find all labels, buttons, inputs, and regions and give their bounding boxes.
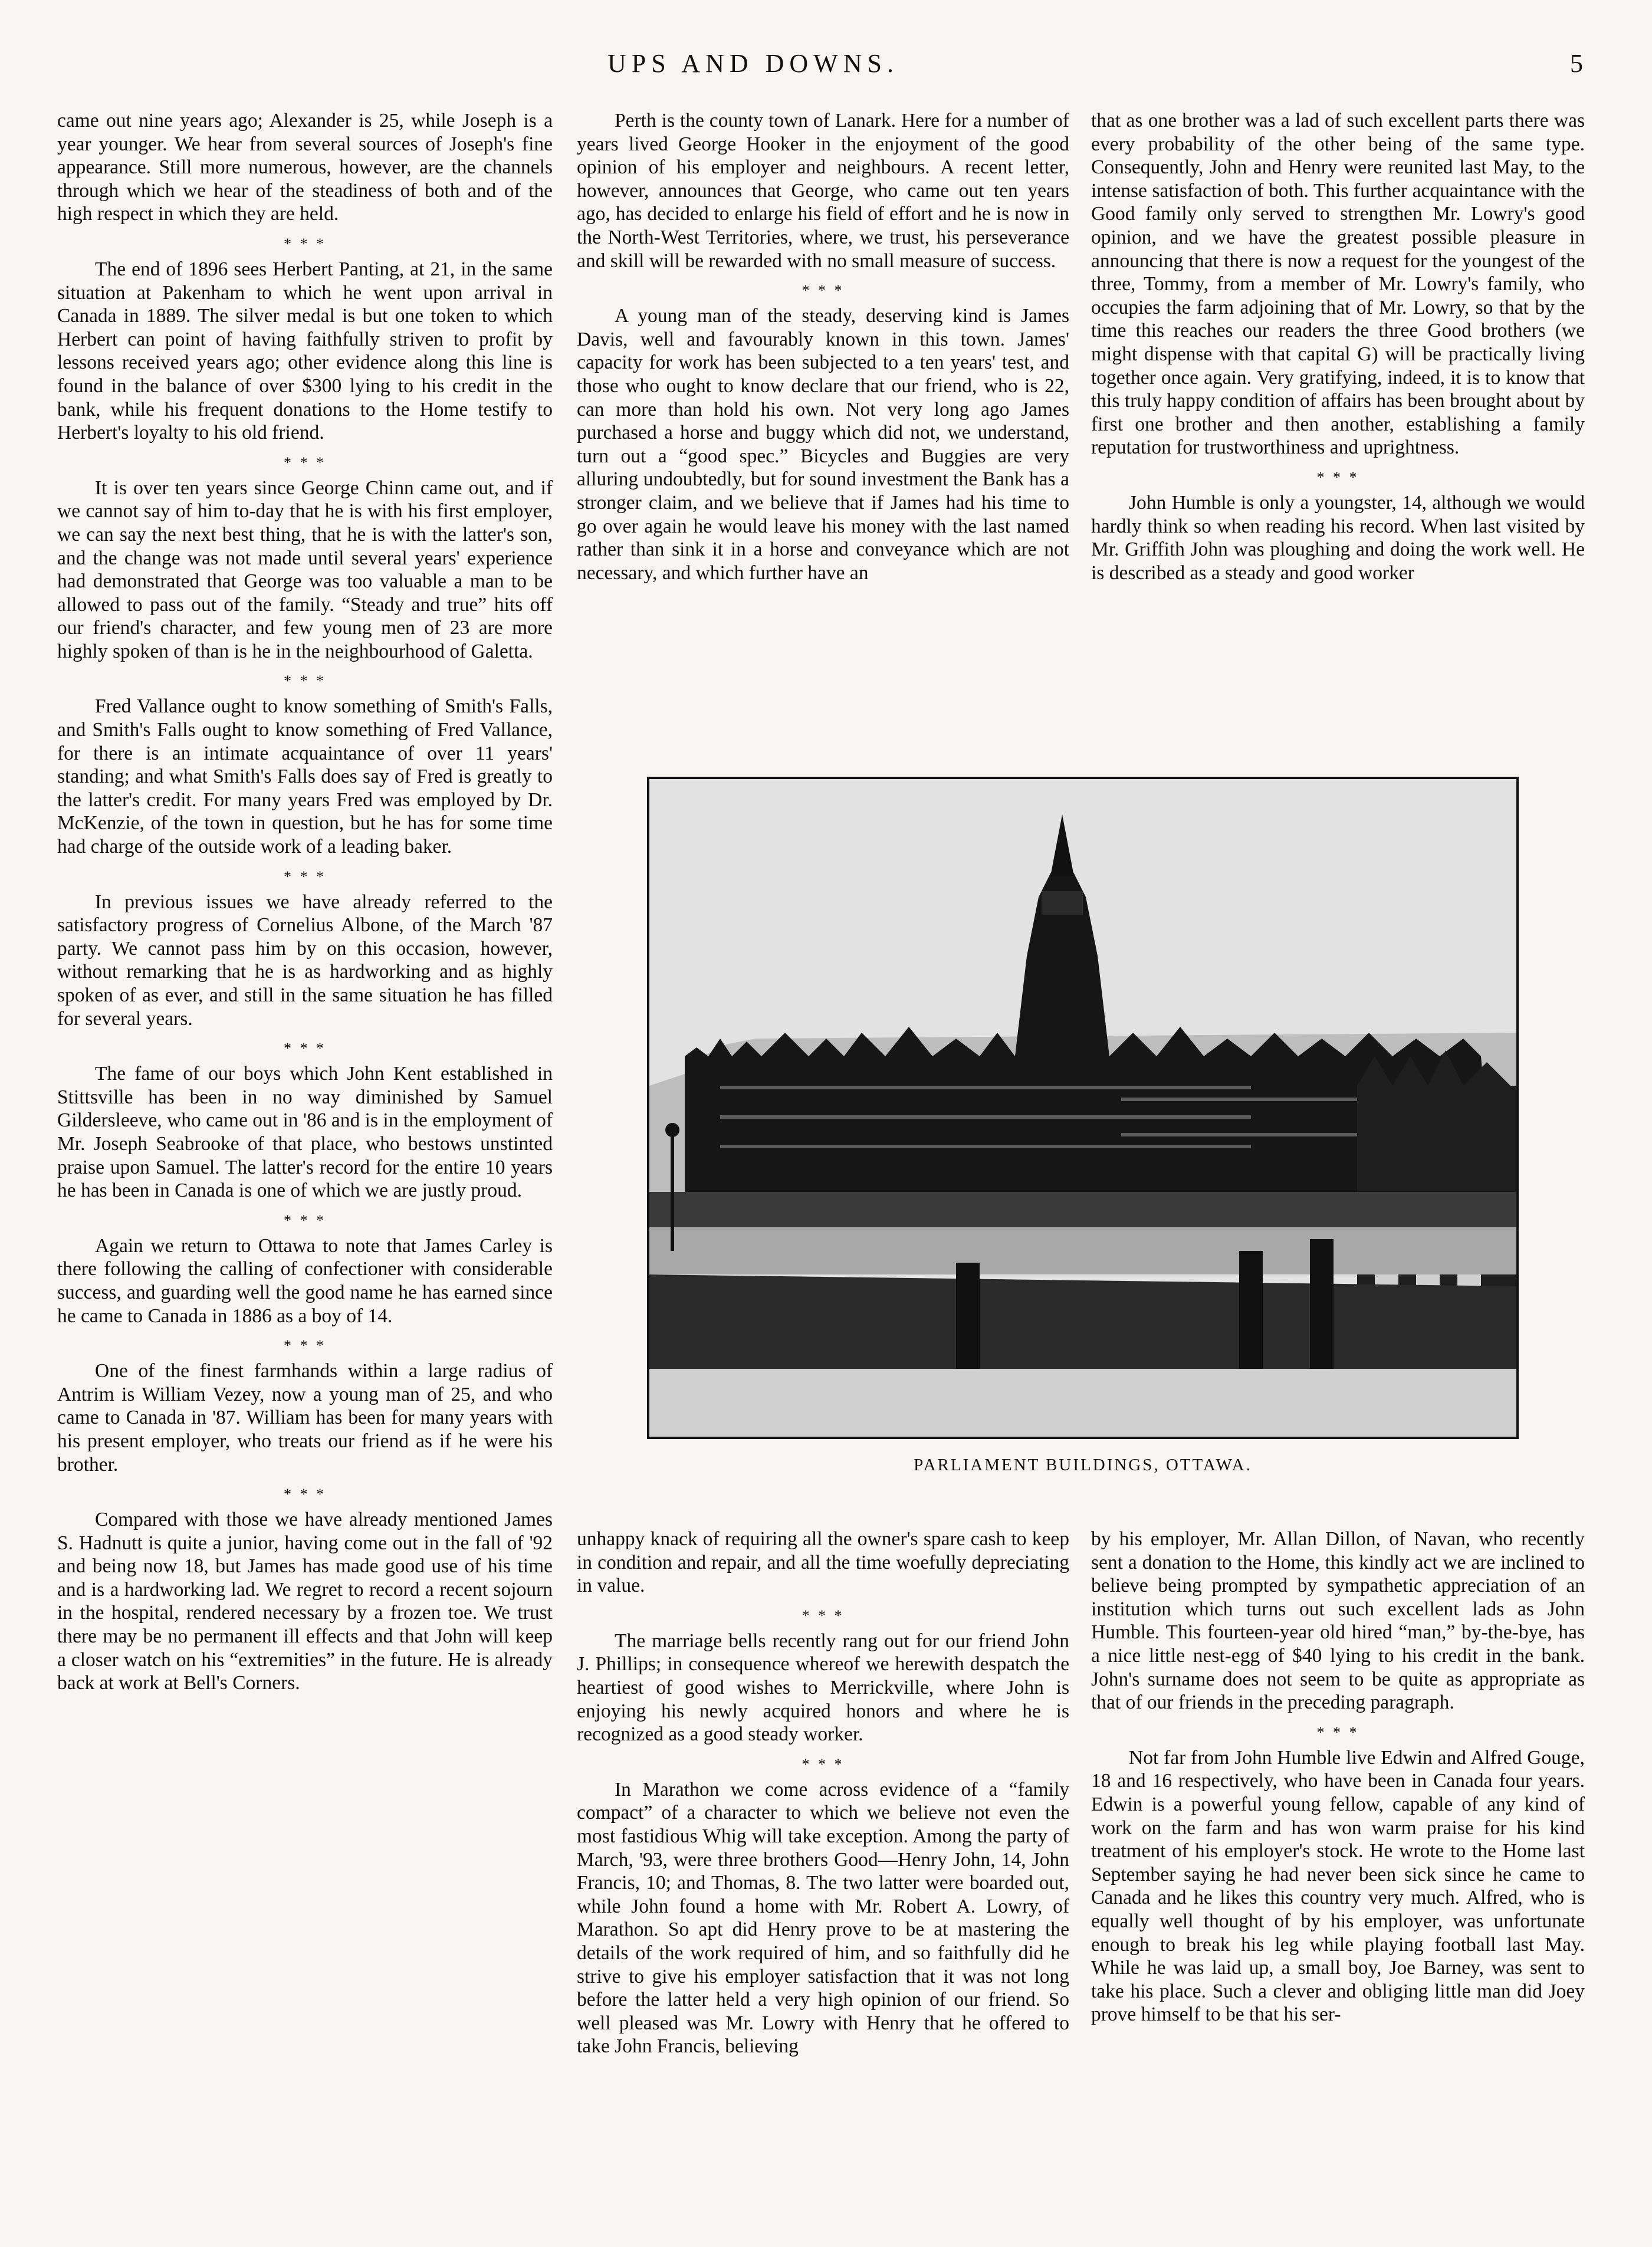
article-paragraph: In previous issues we have already referred to the satisfactory progress of Cornelius Albone, of the March '87 party. We cannot pass him by on this occasion, however, without remarking that he is as hardworking and as highly spoken of as ever, and still in the same situation he has filled for several years. [57,891,553,1030]
section-separator: * * * [284,454,326,471]
section-separator: * * * [284,1040,326,1057]
section-separator: * * * [802,1607,845,1624]
article-paragraph: In Marathon we come across evidence of a “family compact” of a character to which we believe not even the most fastidious Whig will take exception. Among the party of March, '93, were three brothers Good—Henry John, 14, John Francis, 10; and Thomas, 8. The two latter were boarded out, while John found a home with Mr. Robert A. Lowry, of Marathon. So apt did Henry prove to be at mastering the details of the work required of him, and so faithfully did he strive to give his employer satisfaction that it was not long before the latter held a very high opinion of our friend. So well pleased was Mr. Lowry with Henry that he offered to take John Francis, believing [577,1778,1069,2058]
article-paragraph: Not far from John Humble live Edwin and Alfred Gouge, 18 and 16 respectively, who have been in Canada four years. Edwin is a powerful young fellow, capable of any kind of work on the farm and has won warm praise for his kind treatment of his employer's stock. He wrote to the Home last September saying he had never been sick since he came to Canada and he likes this country very much. Alfred, who is equally well thought of by his employer, was unfortunate enough to break his leg while playing football last May. While he was laid up, a small boy, Joe Barney, was sent to take his place. Such a clever and obliging little man did Joey prove himself to be that his ser- [1091,1746,1585,2026]
article-paragraph: It is over ten years since George Chinn came out, and if we cannot say of him to-day that he is with his first employer, we can say the next best thing, that he is with the latter's son, and the change was not made until several years' experience had demonstrated that George was too valuable a man to be allowed to pass out of the family. “Steady and true” hits off our friend's character, and few young men of 23 are more highly spoken of than is he in the neighbourhood of Galetta. [57,477,553,662]
section-separator: * * * [284,868,326,885]
section-separator: * * * [284,235,326,252]
article-paragraph: Compared with those we have already mentioned James S. Hadnutt is quite a junior, having come out in the fall of '92 and being now 18, but James has made good use of his time and is a hardworking lad. We regret to record a recent sojourn in the hospital, rendered necessary by a frozen toe. We trust there may be no permanent ill effects and that John will keep a closer watch on his “extremities” in the future. He is already back at work at Bell's Corners. [57,1509,553,1694]
column-left [57,109,553,2232]
article-paragraph: unhappy knack of requiring all the owner's spare cash to keep in condition and repair, and all the time woefully depreciating in value. [577,1528,1069,1597]
column-right-top [1091,109,1585,737]
section-separator: * * * [802,282,845,300]
section-separator: * * * [284,1486,326,1503]
section-separator: * * * [284,1337,326,1355]
parliament-buildings-photo [647,777,1519,1439]
section-separator: * * * [802,1755,845,1773]
column-middle-top [577,109,1069,737]
article-paragraph: A young man of the steady, deserving kind is James Davis, well and favourably known in this town. James' capacity for work has been subjected to a ten years' test, and those who ought to know declare that our friend, who is 22, can more than hold his own. Not very long ago James purchased a horse and buggy which did not, we understand, turn out a “good spec.” Bicycles and Buggies are very alluring undoubtedly, but for sound investment the Bank has a stronger claim, and we believe that if James had his time to go over again he would leave his money with the last named rather than sink it in a horse and conveyance which are not necessary, and which further have an [577,305,1069,584]
article-paragraph: One of the finest farmhands within a large radius of Antrim is William Vezey, now a young man of 25, and who came to Canada in '87. William has been for many years with his present employer, who treats our friend as if he were his brother. [57,1360,553,1476]
article-paragraph: The end of 1896 sees Herbert Panting, at 21, in the same situation at Pakenham to which he went upon arrival in Canada in 1889. The silver medal is but one token to which Herbert can point of having faithfully striven to profit by lessons received years ago; other evidence along this line is found in the balance of over $300 lying to his credit in the bank, while his frequent donations to the Home testify to Herbert's loyalty to his old friend. [57,258,553,444]
running-title: UPS AND DOWNS. [607,49,899,78]
article-paragraph: came out nine years ago; Alexander is 25, while Joseph is a year younger. We hear from several sources of Joseph's fine appearance. Still more numerous, however, are the channels through which we hear of the steadiness of both and of the high respect in which they are held. [57,110,553,225]
article-paragraph: The marriage bells recently rang out for our friend John J. Phillips; in consequence whereof we herewith despatch the heartiest of good wishes to Merrickville, where John is enjoying his newly acquired honors and where he is recognized as a good steady worker. [577,1630,1069,1746]
page-number: 5 [1570,49,1583,78]
figure-caption: PARLIAMENT BUILDINGS, OTTAWA. [914,1456,1252,1474]
section-separator: * * * [1316,1723,1359,1741]
section-separator: * * * [284,1211,326,1229]
article-paragraph: Perth is the county town of Lanark. Here for a number of years lived George Hooker in the enjoyment of the good opinion of his employer and neighbours. A recent letter, however, announces that George, who came out ten years ago, has decided to enlarge his field of effort and he is now in the North-West Territories, where, we trust, his perseverance and skill will be rewarded with no small measure of success. [577,110,1069,272]
article-paragraph: John Humble is only a youngster, 14, although we would hardly think so when reading his record. When last visited by Mr. Griffith John was ploughing and doing the work well. He is described as a steady and good worker [1091,491,1585,584]
column-right-bottom [1091,1527,1585,2223]
article-paragraph: that as one brother was a lad of such excellent parts there was every probability of the other being of the same type. Consequently, John and Henry were reunited last May, to the intense satisfaction of both. This further acquaintance with the Good family only served to strengthen Mr. Lowry's good opinion, and we have the greatest possible pleasure in announcing that there is now a request for the youngest of the three, Tommy, from a member of Mr. Lowry's family, who occupies the farm adjoining that of Mr. Lowry, so that by the time this reaches our readers the three Good brothers (we might dispense with that capital G) will be practically living together once again. Very gratifying, indeed, it is to know that this truly happy condition of affairs has been brought about by first one brother and then another, establishing a family reputation for trustworthiness and uprightness. [1091,110,1585,459]
article-paragraph: by his employer, Mr. Allan Dillon, of Navan, who recently sent a donation to the Home, this kindly act we are inclined to believe being prompted by sympathetic appreciation of an institution which turns out such excellent lads as John Humble. This fourteen-year old hired “man,” by-the-bye, has a nice little nest-egg of $40 lying to his credit in the bank. John's surname does not seem to be quite as appropriate as that of our friends in the preceding paragraph. [1091,1528,1585,1714]
article-paragraph: The fame of our boys which John Kent established in Stittsville has been in no way diminished by Samuel Gildersleeve, who came out in '86 and is in the employment of Mr. Joseph Seabrooke of that place, who bestows unstinted praise upon Samuel. The latter's record for the entire 10 years he has been in Canada is one of which we are justly proud. [57,1063,553,1202]
section-separator: * * * [1316,468,1359,486]
page-header [0,48,1652,90]
article-paragraph: Again we return to Ottawa to note that James Carley is there following the calling of confectioner with considerable success, and guarding well the good name he has earned since he came to Canada in 1886 as a boy of 14. [57,1234,553,1327]
column-middle-bottom [577,1527,1069,2223]
section-separator: * * * [284,672,326,690]
article-paragraph: Fred Vallance ought to know something of Smith's Falls, and Smith's Falls ought to know something of Fred Vallance, for there is an intimate acquaintance of over 11 years' standing; and what Smith's Falls does say of Fred is greatly to the latter's credit. For many years Fred was employed by Dr. McKenzie, of the town in question, but he has for some time had charge of the outside work of a leading baker. [57,695,553,858]
